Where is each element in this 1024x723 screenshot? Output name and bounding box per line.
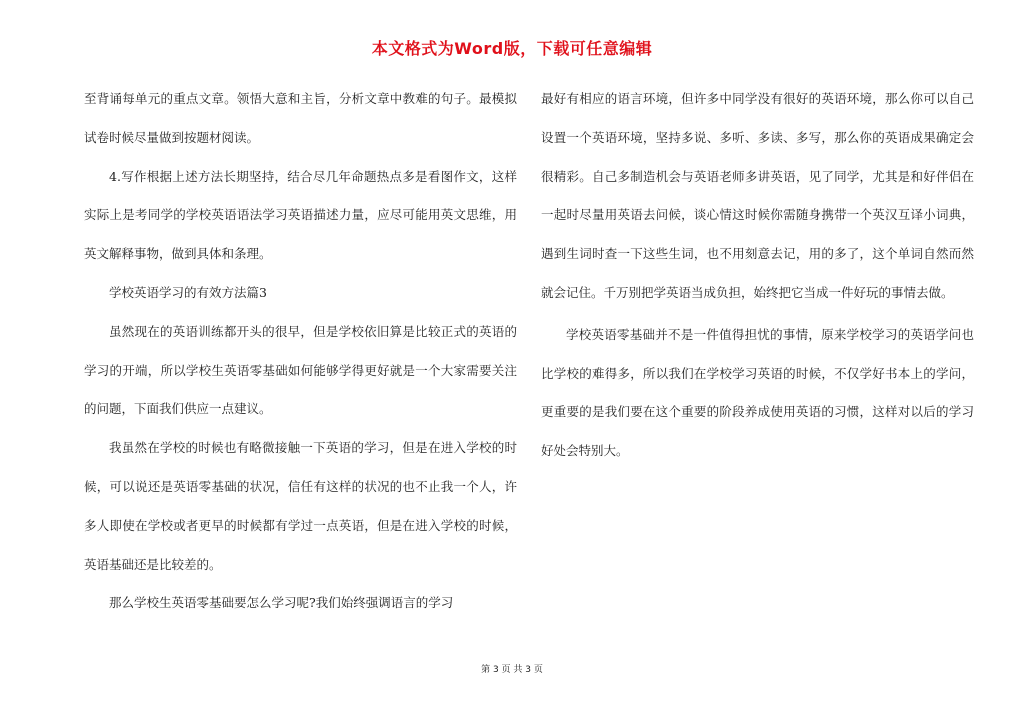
- section-heading: 学校英语学习的有效方法篇3: [109, 284, 267, 300]
- paragraph-writing-tips: 4.写作根据上述方法长期坚持，结合尽几年命题热点多是看图作文，这样实际上是考同学的学校英语语法学习英语描述力量，应尽可能用英文思维，用英文解释事物，做到具体和条理。: [84, 168, 517, 262]
- paragraph-personal-experience: 我虽然在学校的时候也有略微接触一下英语的学习，但是在进入学校的时候，可以说还是英语零基础的状况，信任有这样的状况的也不止我一个人，许多人即使在学校或者更早的时候都有学过一点英语，但是在进入学校的时候，英语基础还是比较差的。: [84, 440, 517, 572]
- paragraph-language-environment: 最好有相应的语言环境，但许多中同学没有很好的英语环境，那么你可以自己设置一个英语环境，坚持多说、多听、多读、多写，那么你的英语成果确定会很精彩。自己多制造机会与英语老师多讲英语，见了同学，尤其是和好伴侣在一起时尽量用英语去问候，谈心情这时候你需随身携带一个英汉互译小词典，遇到生词时查一下这些生词，也不用刻意去记，用的多了，这个单词自然而然就会记住。千万别把学英语当成负担，始终把它当成一件好玩的事情去做。: [541, 91, 974, 300]
- paragraph-intro: 虽然现在的英语训练都开头的很早，但是学校依旧算是比较正式的英语的学习的开端，所以学校生英语零基础如何能够学得更好就是一个大家需要关注的问题，下面我们供应一点建议。: [84, 323, 517, 417]
- right-column: [541, 80, 974, 471]
- left-column: [84, 80, 517, 623]
- paragraph-how-to-learn: 那么学校生英语零基础要怎么学习呢?我们始终强调语言的学习: [109, 595, 454, 611]
- paragraph-reading-tips: 至背诵每单元的重点文章。领悟大意和主旨，分析文章中教难的句子。最模拟试卷时候尽量做到按题材阅读。: [84, 91, 517, 145]
- page-number: 第 3 页 共 3 页: [481, 665, 543, 675]
- paragraph-conclusion: 学校英语零基础并不是一件值得担忧的事情，原来学校学习的英语学问也比学校的难得多，所以我们在学校学习英语的时候，不仅学好书本上的学问，更重要的是我们要在这个重要的阶段养成使用英语的习惯，这样对以后的学习好处会特别大。: [541, 326, 974, 459]
- word-format-banner: 本文格式为Word版，下载可任意编辑: [371, 39, 653, 58]
